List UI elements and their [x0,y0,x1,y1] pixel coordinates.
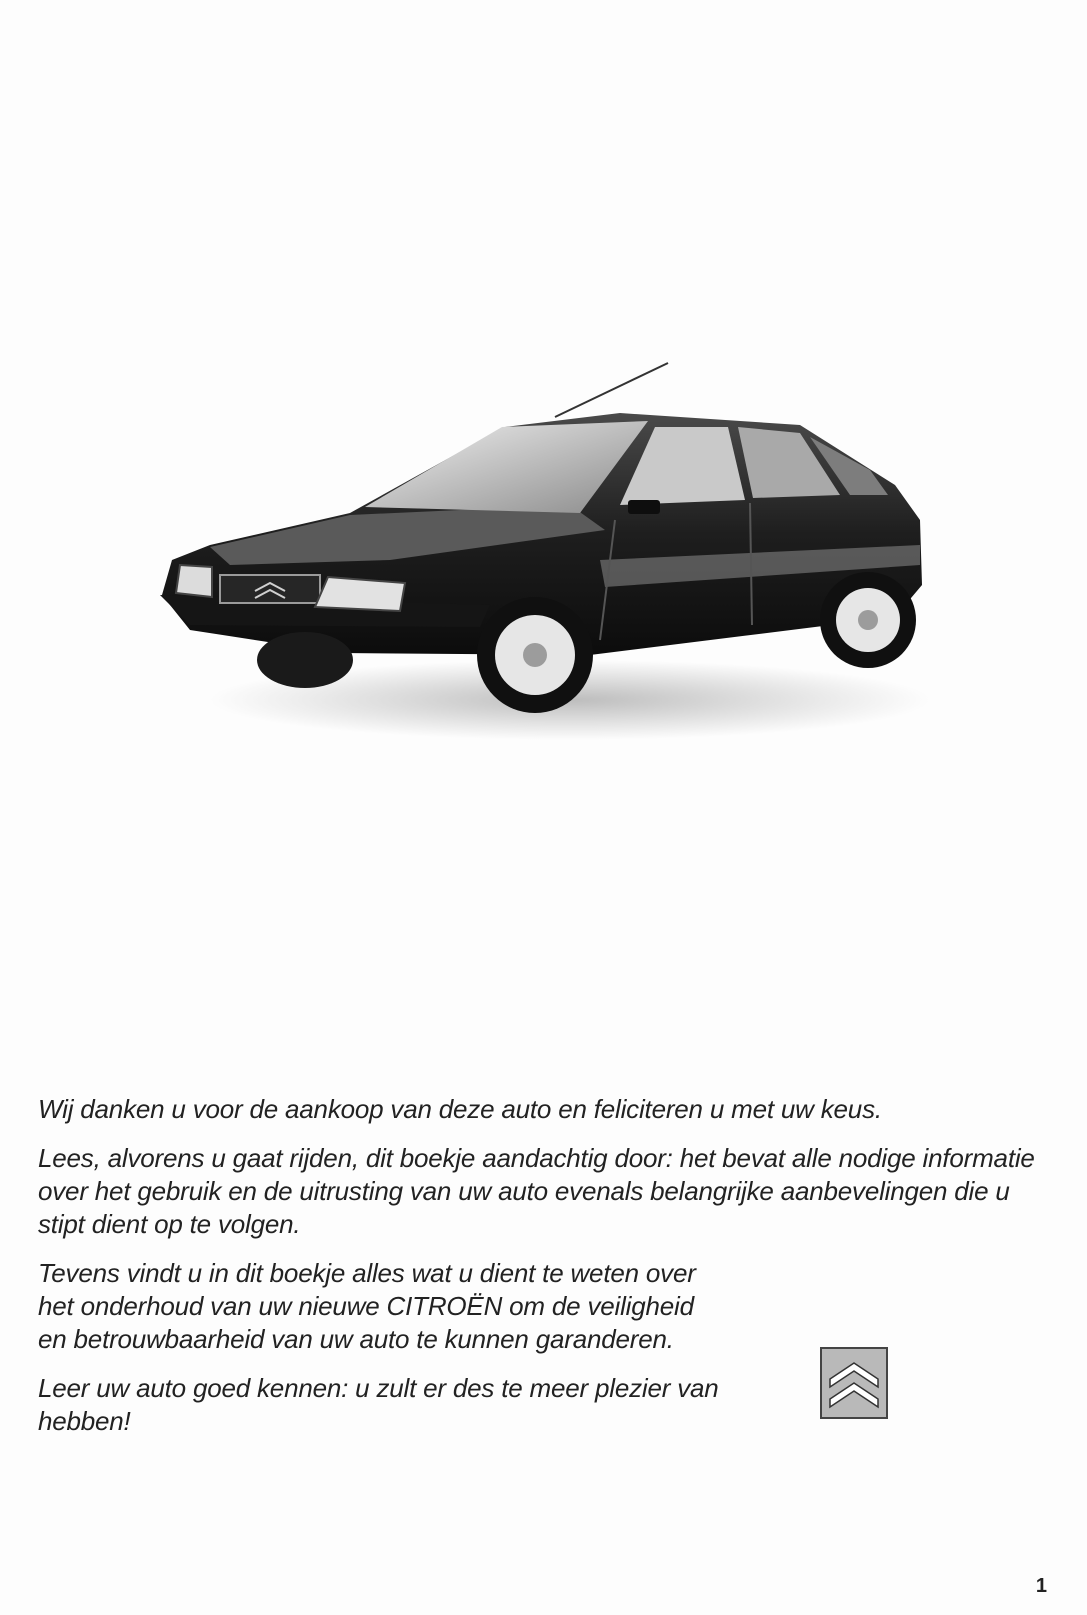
intro-text [38,1093,1048,1454]
intro-paragraph-maintenance: Tevens vindt u in dit boekje alles wat u dient te weten over het onderhoud van uw nieuwe CITROËN om de veiligheid en betrouwbaarheid van uw auto te kunnen garanderen. [38,1258,696,1354]
intro-paragraph-know-your-car: Leer uw auto goed kennen: u zult er des te meer plezier van hebben! [38,1373,719,1436]
intro-paragraph-thanks: Wij danken u voor de aankoop van deze auto en feliciteren u met uw keus. [38,1094,882,1124]
car-illustration [150,355,950,765]
page-number: 1 [1035,1575,1047,1597]
intro-paragraph-read-manual: Lees, alvorens u gaat rijden, dit boekje aandachtig door: het bevat alle nodige informatie over het gebruik en de uitrusting van uw auto evenals belangrijke aanbevelingen die u stipt dient op te volgen. [38,1143,1035,1239]
citroen-logo-icon [820,1347,888,1419]
